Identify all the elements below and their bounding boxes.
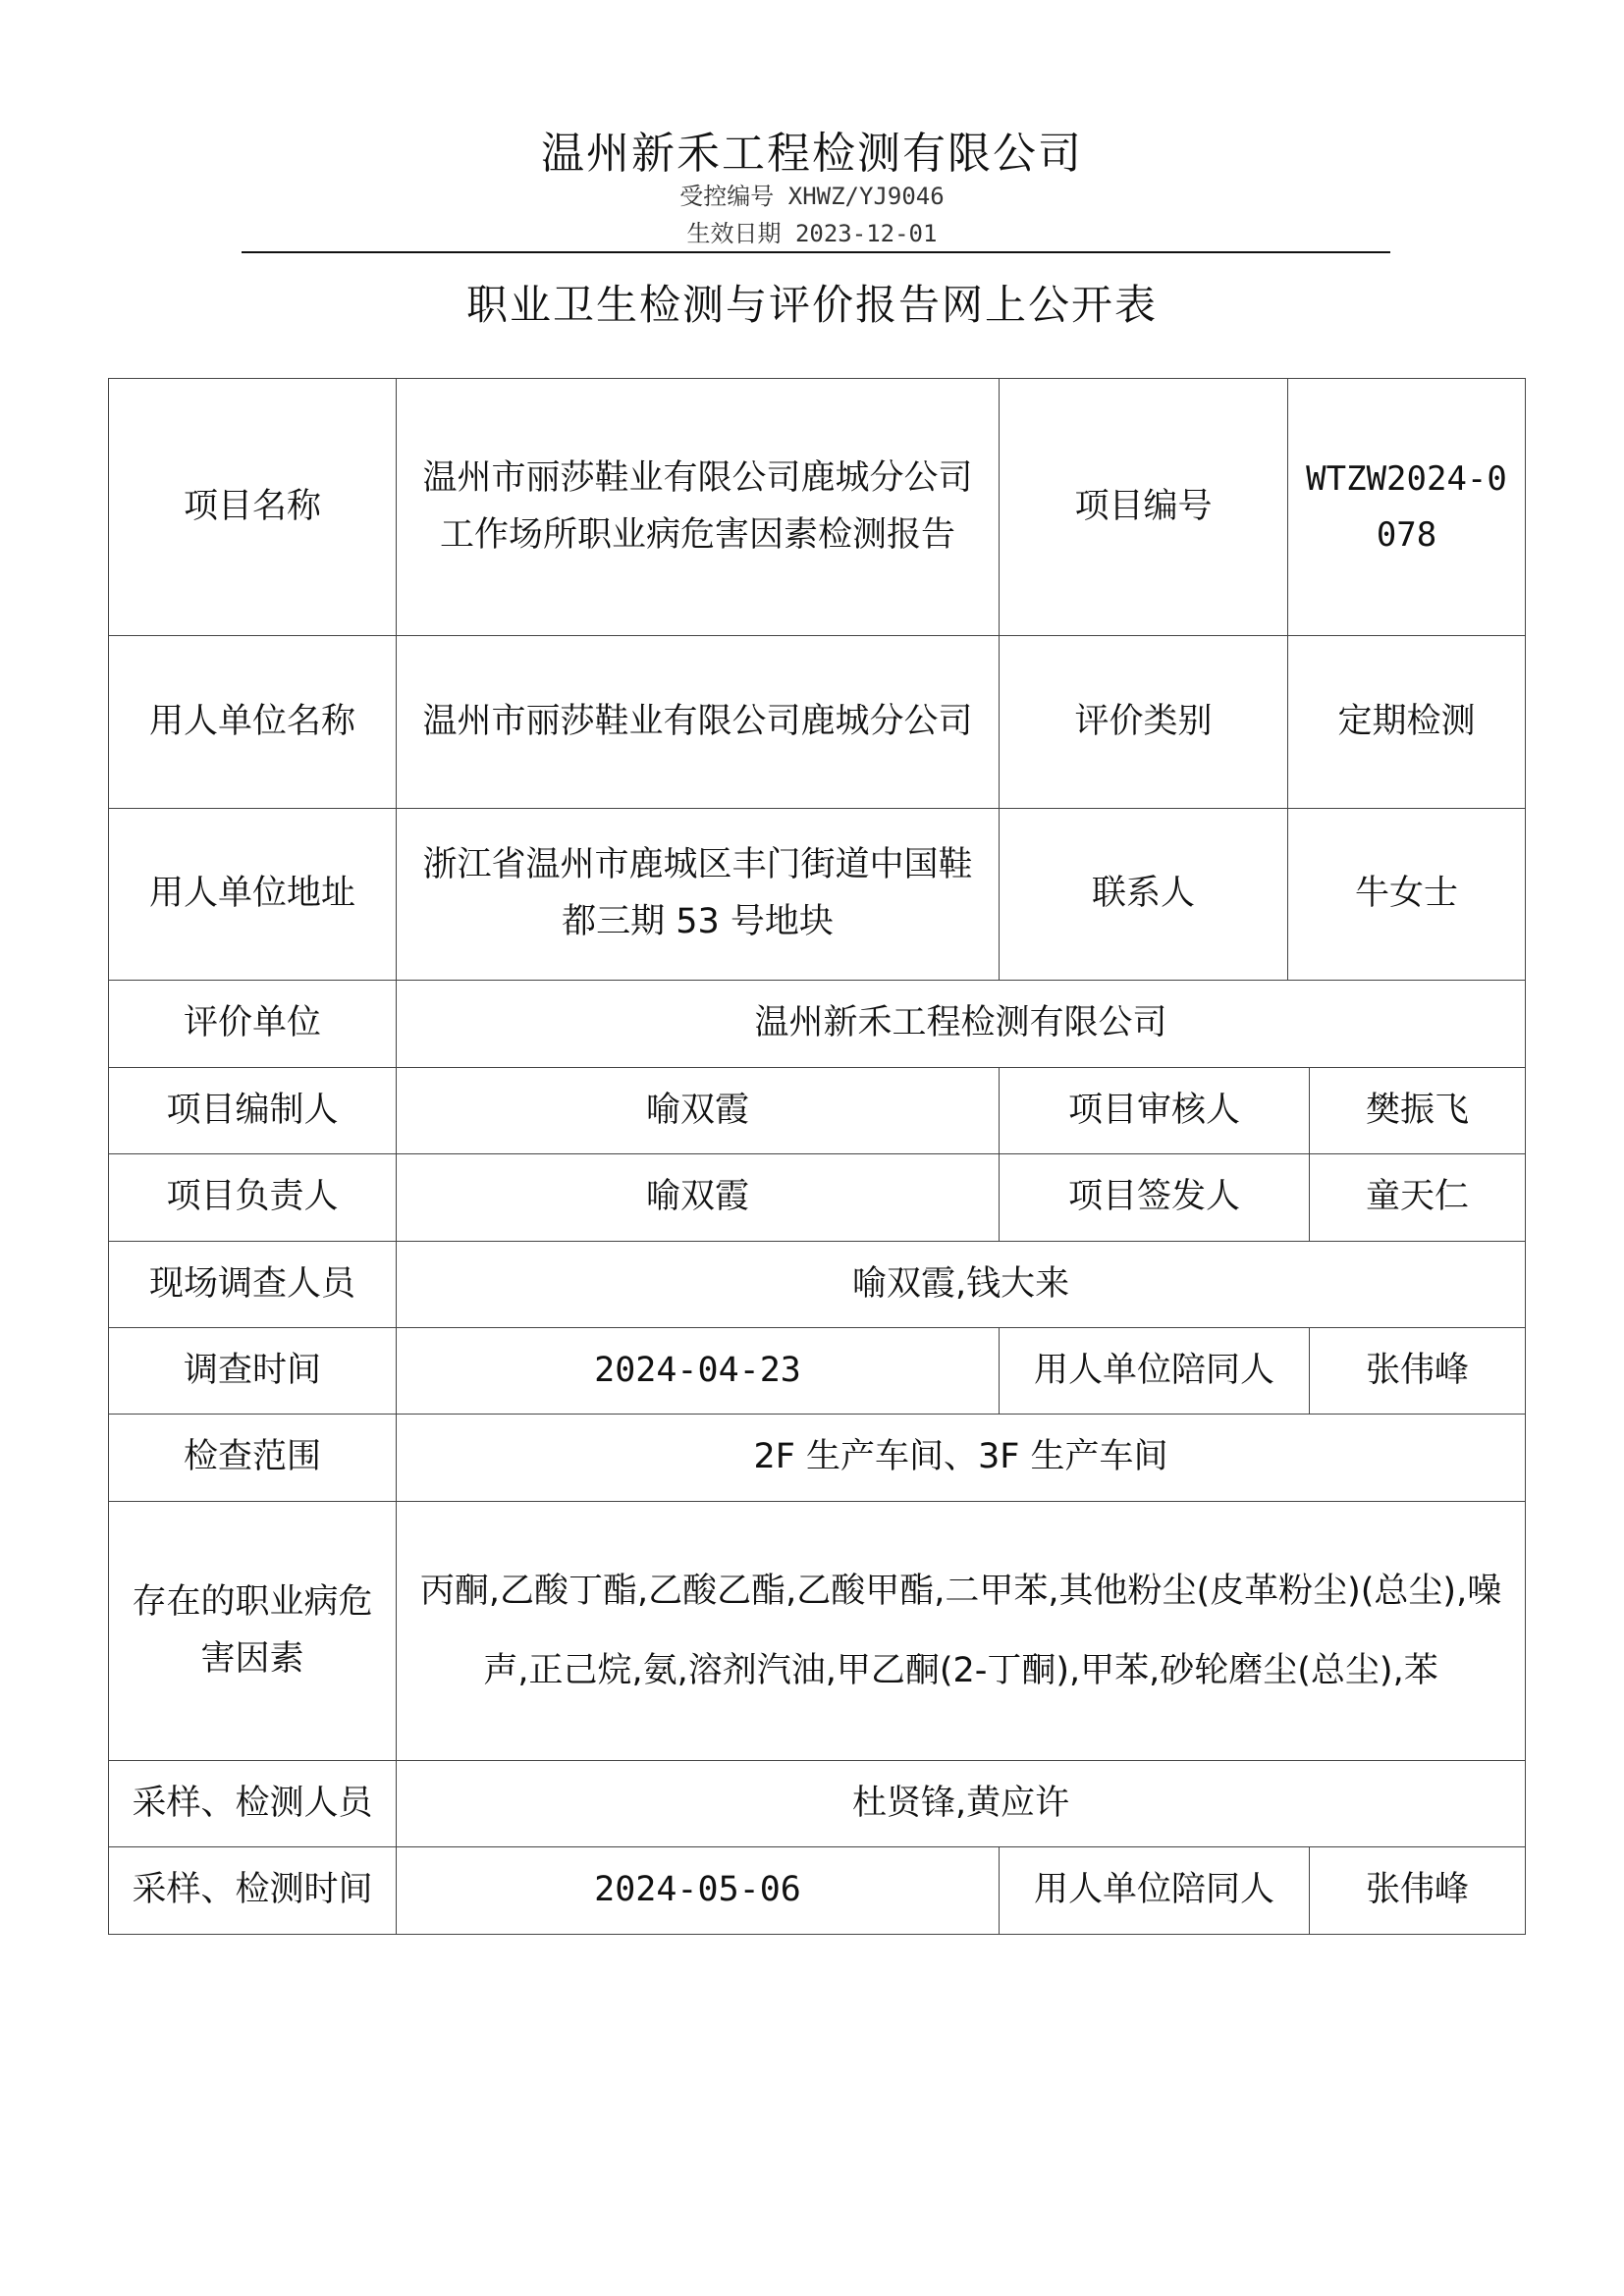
reviewer-value: 樊振飞 xyxy=(1310,1068,1526,1154)
reviewer-label: 项目审核人 xyxy=(1000,1068,1310,1154)
issuer-value: 童天仁 xyxy=(1310,1154,1526,1242)
table-row xyxy=(109,1242,1526,1328)
sampling-escort-label: 用人单位陪同人 xyxy=(1000,1847,1310,1935)
eval-type-value: 定期检测 xyxy=(1288,636,1526,809)
surveyors-label: 现场调查人员 xyxy=(109,1242,397,1328)
table-row xyxy=(109,1068,1526,1154)
page-title: 职业卫生检测与评价报告网上公开表 xyxy=(465,281,1158,329)
employer-address-value: 浙江省温州市鹿城区丰门街道中国鞋都三期 53 号地块 xyxy=(397,809,1000,981)
project-no-label: 项目编号 xyxy=(1000,379,1288,636)
table-row xyxy=(109,1502,1526,1761)
employer-address-label: 用人单位地址 xyxy=(109,809,397,981)
leader-label: 项目负责人 xyxy=(109,1154,397,1242)
samplers-label: 采样、检测人员 xyxy=(109,1761,397,1847)
sampling-time-value: 2024-05-06 xyxy=(397,1847,1000,1935)
surveyors-value: 喻双霞,钱大来 xyxy=(397,1242,1526,1328)
hazards-label: 存在的职业病危害因素 xyxy=(109,1502,397,1761)
eval-type-label: 评价类别 xyxy=(1000,636,1288,809)
leader-value: 喻双霞 xyxy=(397,1154,1000,1242)
contact-label: 联系人 xyxy=(1000,809,1288,981)
effective-date: 生效日期 2023-12-01 xyxy=(686,220,938,247)
table-row xyxy=(109,809,1526,981)
samplers-value: 杜贤锋,黄应许 xyxy=(397,1761,1526,1847)
compiler-label: 项目编制人 xyxy=(109,1068,397,1154)
survey-escort-value: 张伟峰 xyxy=(1310,1328,1526,1415)
table-row xyxy=(109,1415,1526,1502)
table-row xyxy=(109,379,1526,636)
company-name: 温州新禾工程检测有限公司 xyxy=(541,129,1083,179)
project-name-label: 项目名称 xyxy=(109,379,397,636)
hazards-value: 丙酮,乙酸丁酯,乙酸乙酯,乙酸甲酯,二甲苯,其他粉尘(皮革粉尘)(总尘),噪声,正己烷,氨,溶剂汽油,甲乙酮(2-丁酮),甲苯,砂轮磨尘(总尘),苯 xyxy=(397,1502,1526,1761)
project-name-value: 温州市丽莎鞋业有限公司鹿城分公司工作场所职业病危害因素检测报告 xyxy=(397,379,1000,636)
table-row xyxy=(109,1154,1526,1242)
control-number: 受控编号 XHWZ/YJ9046 xyxy=(679,183,945,210)
scope-value: 2F 生产车间、3F 生产车间 xyxy=(397,1415,1526,1502)
report-table xyxy=(108,378,1526,1935)
sampling-escort-value: 张伟峰 xyxy=(1310,1847,1526,1935)
table-row xyxy=(109,981,1526,1068)
employer-name-label: 用人单位名称 xyxy=(109,636,397,809)
sampling-time-label: 采样、检测时间 xyxy=(109,1847,397,1935)
table-row xyxy=(109,1847,1526,1935)
header-divider xyxy=(242,251,1390,253)
employer-name-value: 温州市丽莎鞋业有限公司鹿城分公司 xyxy=(397,636,1000,809)
table-row xyxy=(109,1761,1526,1847)
survey-time-value: 2024-04-23 xyxy=(397,1328,1000,1415)
table-row xyxy=(109,636,1526,809)
compiler-value: 喻双霞 xyxy=(397,1068,1000,1154)
project-no-value: WTZW2024-0078 xyxy=(1288,379,1526,636)
eval-unit-value: 温州新禾工程检测有限公司 xyxy=(397,981,1526,1068)
issuer-label: 项目签发人 xyxy=(1000,1154,1310,1242)
survey-escort-label: 用人单位陪同人 xyxy=(1000,1328,1310,1415)
survey-time-label: 调查时间 xyxy=(109,1328,397,1415)
table-row xyxy=(109,1328,1526,1415)
eval-unit-label: 评价单位 xyxy=(109,981,397,1068)
scope-label: 检查范围 xyxy=(109,1415,397,1502)
contact-value: 牛女士 xyxy=(1288,809,1526,981)
